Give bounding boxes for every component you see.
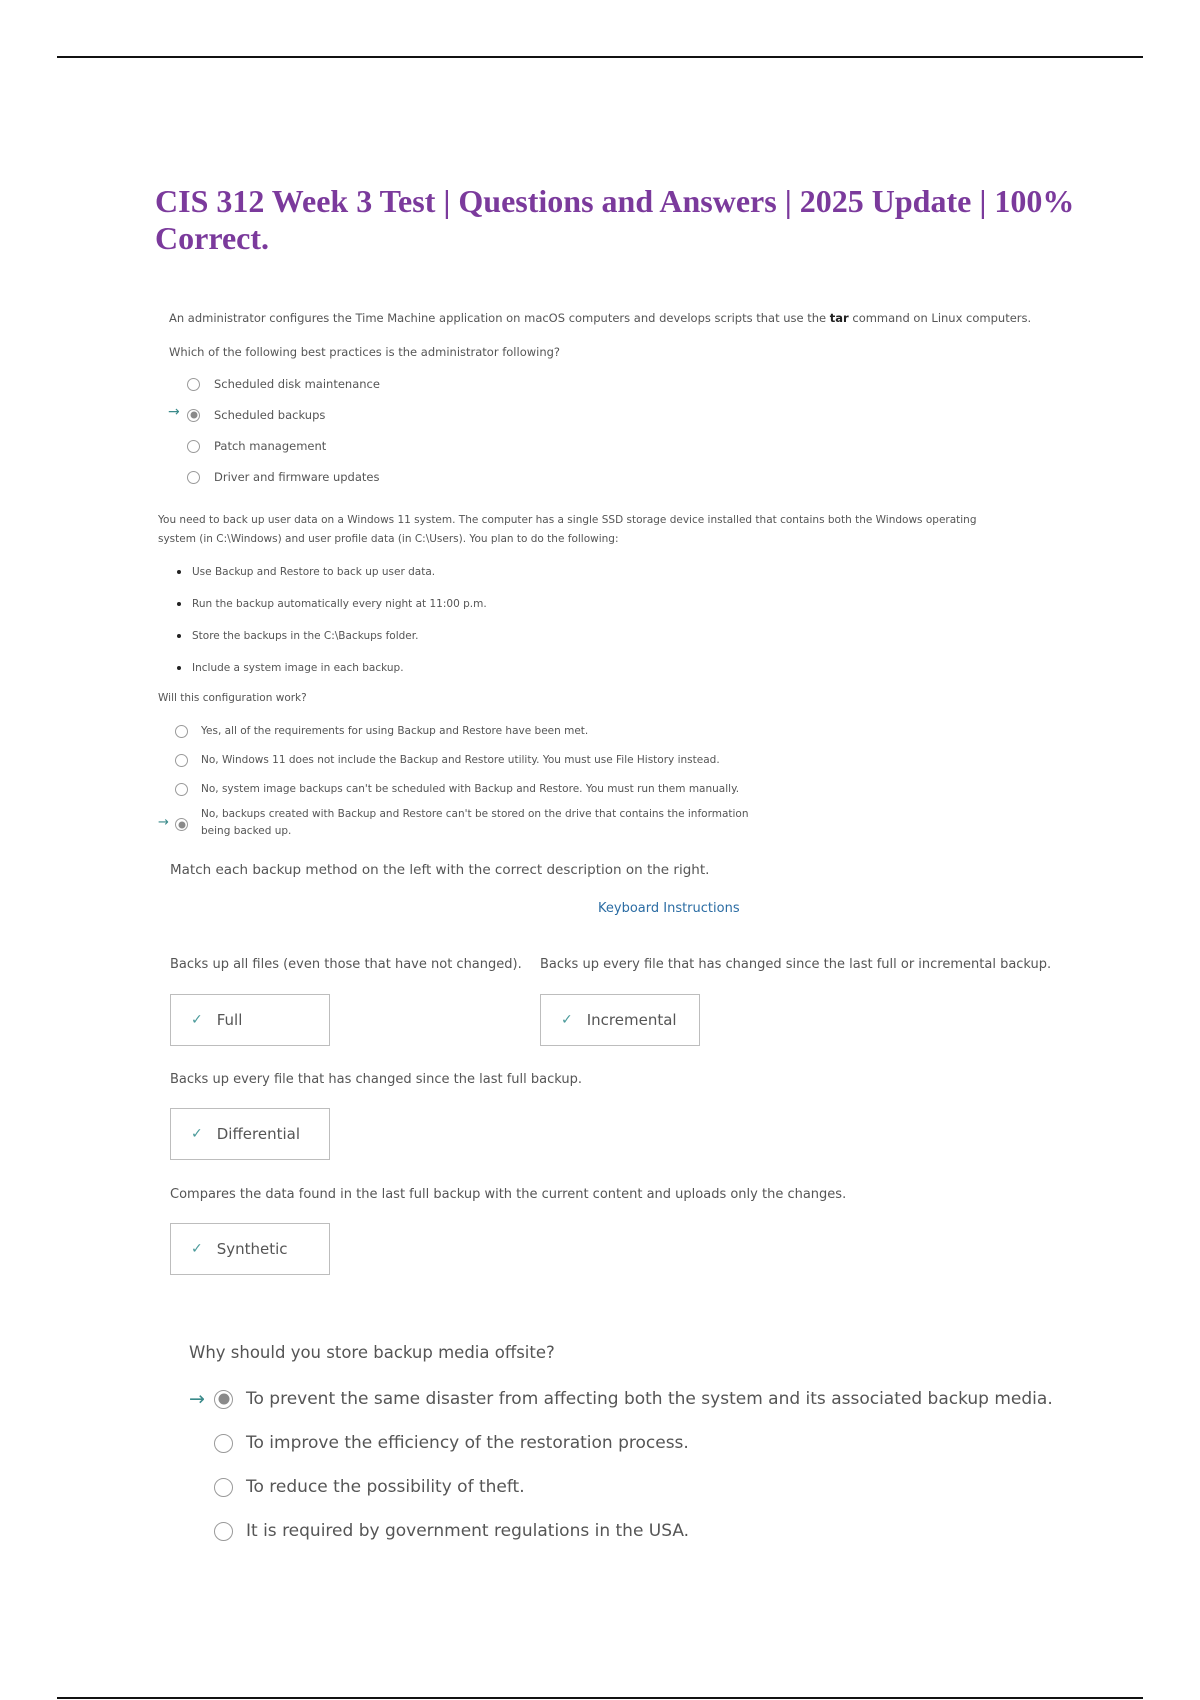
check-icon: ✓ [191, 1012, 203, 1028]
q4-selected-arrow-icon: → [189, 1388, 205, 1410]
q4-radio-4[interactable] [214, 1522, 233, 1541]
keyboard-instructions-link[interactable]: Keyboard Instructions [598, 901, 740, 916]
q2-question: Will this configuration work? [158, 692, 307, 704]
q2-option-4-label [201, 806, 749, 840]
q4-option-4-label: It is required by government regulations in the USA. [246, 1521, 690, 1541]
match-description-4: Compares the data found in the last full backup with the current content and uploads only the changes. [170, 1187, 847, 1202]
q1-option-2-label: Scheduled backups [214, 408, 326, 422]
q1-option-1[interactable] [187, 374, 380, 394]
q1-option-3-label: Patch management [214, 439, 327, 453]
page-title: CIS 312 Week 3 Test | Questions and Answers | 2025 Update | 100% Correct. [155, 183, 1075, 256]
q4-radio-3[interactable] [214, 1478, 233, 1497]
q2-radio-2[interactable] [175, 754, 188, 767]
match-answer-synthetic-label: Synthetic [216, 1240, 288, 1258]
q1-option-4-label: Driver and firmware updates [214, 470, 380, 484]
q2-option-4-line1: No, backups created with Backup and Restore can't be stored on the drive that contains the information [201, 808, 749, 820]
q1-question: Which of the following best practices is the administrator following? [169, 345, 561, 359]
q4-option-1[interactable] [214, 1389, 1053, 1409]
q1-option-2[interactable] [187, 405, 325, 425]
q2-bullet-2: Run the backup automatically every night at 11:00 p.m. [170, 588, 487, 620]
q1-selected-arrow-icon: → [168, 404, 180, 420]
q2-option-2[interactable] [175, 751, 720, 770]
check-icon: ✓ [191, 1241, 203, 1257]
q2-bullet-1: Use Backup and Restore to back up user data. [170, 556, 487, 588]
bottom-rule [57, 1697, 1143, 1699]
match-answer-differential[interactable] [170, 1108, 330, 1160]
top-rule [57, 56, 1143, 58]
q2-bullet-3: Store the backups in the C:\Backups folder. [170, 620, 487, 652]
q2-intro-line1: You need to back up user data on a Windows 11 system. The computer has a single SSD storage device installed that contains both the Windows operating [158, 514, 977, 526]
q2-bullet-4: Include a system image in each backup. [170, 652, 487, 684]
q2-intro [158, 511, 1058, 549]
match-answer-incremental-label: Incremental [586, 1011, 677, 1029]
q2-option-1-label: Yes, all of the requirements for using Backup and Restore have been met. [201, 725, 589, 737]
match-answer-full-label: Full [216, 1011, 243, 1029]
q4-question: Why should you store backup media offsite? [189, 1343, 555, 1362]
q2-radio-3[interactable] [175, 783, 188, 796]
match-answer-differential-label: Differential [216, 1125, 300, 1143]
q2-option-2-label: No, Windows 11 does not include the Backup and Restore utility. You must use File History instead. [201, 754, 720, 766]
q4-option-2[interactable] [214, 1433, 689, 1453]
q4-option-2-label: To improve the efficiency of the restoration process. [246, 1433, 689, 1453]
match-answer-incremental[interactable] [540, 994, 700, 1046]
check-icon: ✓ [191, 1126, 203, 1142]
q2-radio-4[interactable] [175, 818, 188, 831]
q2-selected-arrow-icon: → [158, 815, 169, 830]
q1-radio-4[interactable] [187, 471, 200, 484]
q4-option-4[interactable] [214, 1521, 689, 1541]
q1-intro [169, 308, 1069, 328]
q2-radio-1[interactable] [175, 725, 188, 738]
q1-intro-bold: tar [829, 311, 849, 325]
q2-intro-line2: system (in C:\Windows) and user profile data (in C:\Users). You plan to do the following: [158, 533, 619, 545]
q4-radio-2[interactable] [214, 1434, 233, 1453]
q1-radio-1[interactable] [187, 378, 200, 391]
q1-option-4[interactable] [187, 467, 379, 487]
match-description-2: Backs up every file that has changed since the last full or incremental backup. [540, 957, 1052, 972]
check-icon: ✓ [561, 1012, 573, 1028]
q4-option-3[interactable] [214, 1477, 525, 1497]
q2-option-3[interactable] [175, 780, 739, 799]
q4-option-3-label: To reduce the possibility of theft. [246, 1477, 525, 1497]
q1-radio-3[interactable] [187, 440, 200, 453]
q4-option-1-label: To prevent the same disaster from affecting both the system and its associated backup media. [246, 1389, 1053, 1409]
q2-option-4-line2: being backed up. [201, 825, 292, 837]
q4-radio-1[interactable] [214, 1390, 233, 1409]
q2-option-1[interactable] [175, 722, 588, 741]
q1-option-1-label: Scheduled disk maintenance [214, 377, 380, 391]
match-answer-full[interactable] [170, 994, 330, 1046]
q1-intro-post: command on Linux computers. [848, 311, 1032, 325]
q2-bullet-list [170, 556, 487, 684]
q1-option-3[interactable] [187, 436, 326, 456]
q1-radio-2[interactable] [187, 409, 200, 422]
match-description-3: Backs up every file that has changed since the last full backup. [170, 1072, 582, 1087]
match-description-1: Backs up all files (even those that have not changed). [170, 957, 522, 972]
q1-intro-pre: An administrator configures the Time Machine application on macOS computers and develops scripts that use the [169, 311, 830, 325]
q2-option-4[interactable] [175, 806, 749, 840]
match-answer-synthetic[interactable] [170, 1223, 330, 1275]
q2-option-3-label: No, system image backups can't be scheduled with Backup and Restore. You must run them manually. [201, 783, 740, 795]
q3-question: Match each backup method on the left with the correct description on the right. [170, 862, 710, 878]
